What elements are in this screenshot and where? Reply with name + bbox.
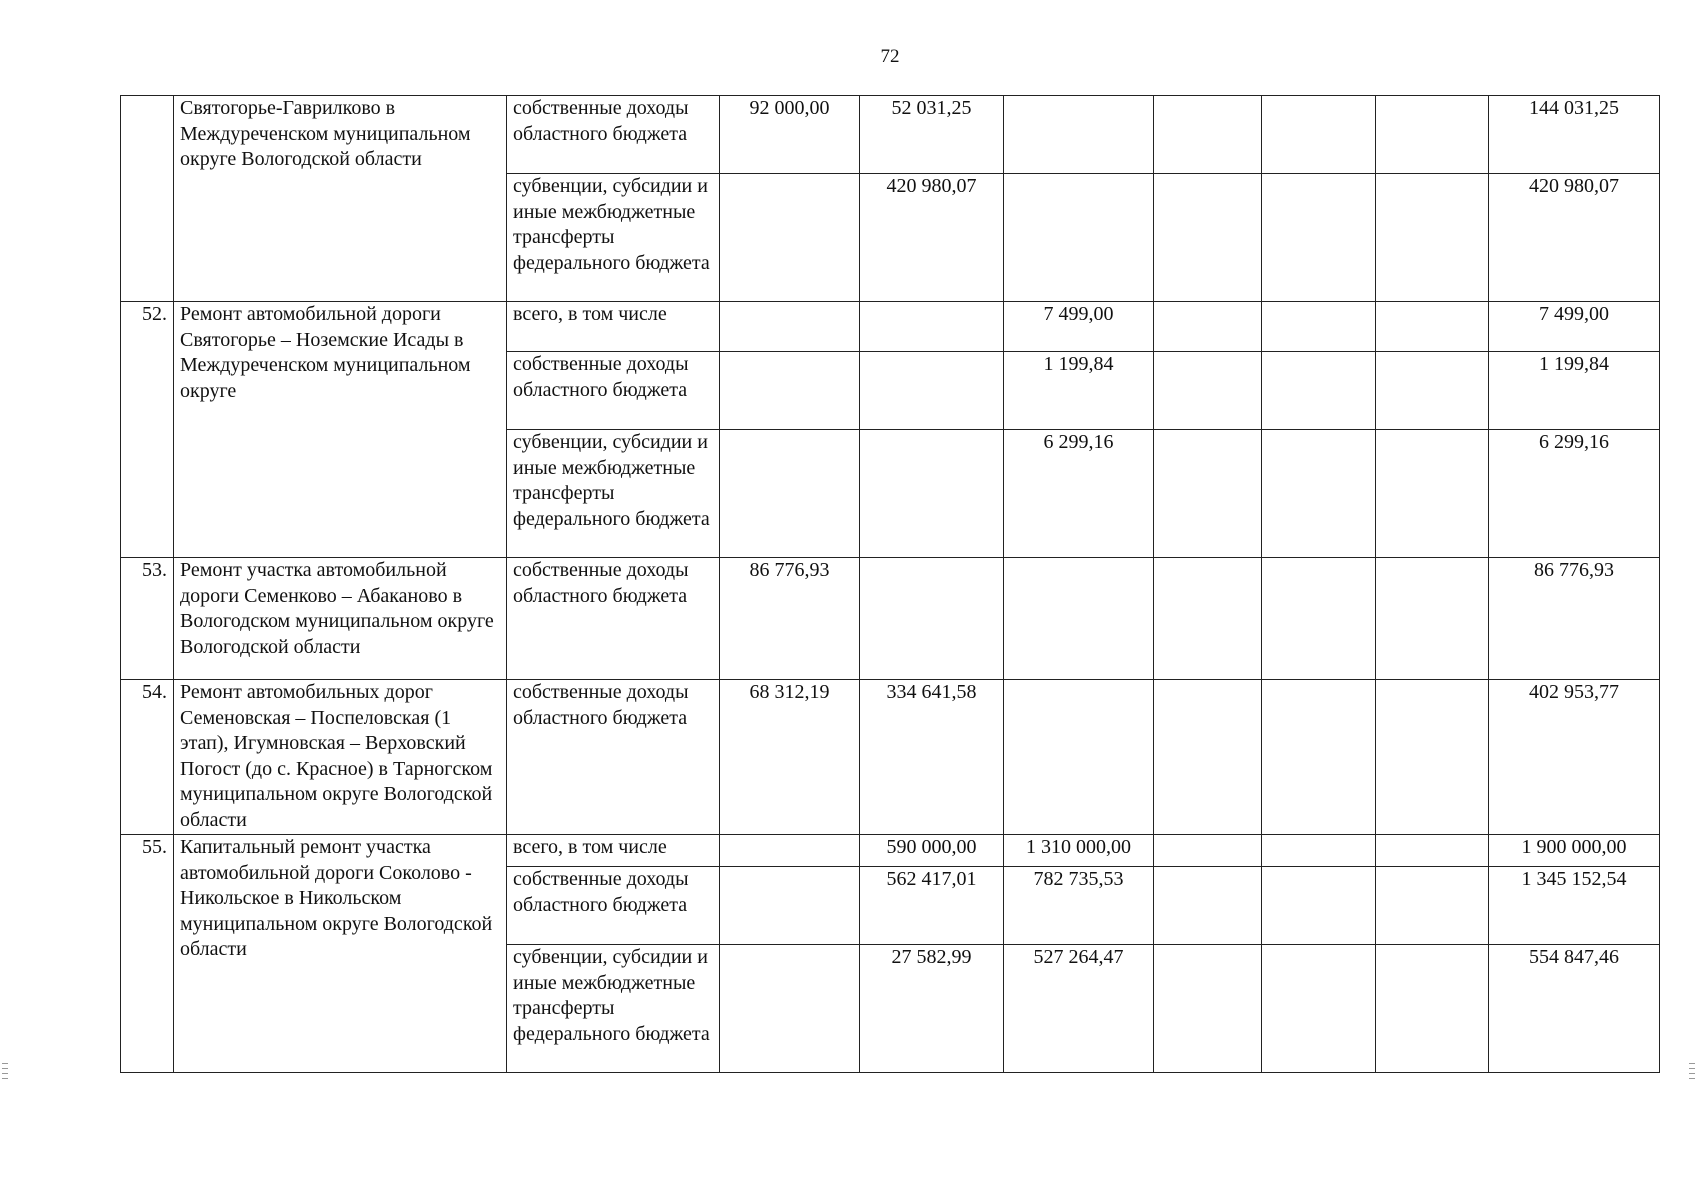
amount-cell: 334 641,58 <box>860 680 1004 835</box>
amount-cell: 6 299,16 <box>1004 430 1154 558</box>
table-row <box>121 96 1660 174</box>
object-name: Ремонт автомобильной дороги Святогорье – Ноземские Исады в Междуреченском муниципальном округе <box>174 302 507 558</box>
total-cell: 6 299,16 <box>1489 430 1660 558</box>
total-cell: 86 776,93 <box>1489 558 1660 680</box>
object-name: Святогорье-Гаврилково в Междуреченском муниципальном округе Вологодской области <box>174 96 507 302</box>
total-cell: 144 031,25 <box>1489 96 1660 174</box>
amount-cell <box>1262 302 1376 352</box>
amount-cell <box>1262 680 1376 835</box>
amount-cell <box>1004 96 1154 174</box>
total-cell: 7 499,00 <box>1489 302 1660 352</box>
amount-cell: 7 499,00 <box>1004 302 1154 352</box>
table-row <box>121 680 1660 835</box>
total-cell: 420 980,07 <box>1489 174 1660 302</box>
amount-cell <box>860 558 1004 680</box>
total-cell: 402 953,77 <box>1489 680 1660 835</box>
amount-cell <box>1376 558 1489 680</box>
amount-cell <box>1154 352 1262 430</box>
amount-cell <box>1154 680 1262 835</box>
amount-cell <box>720 835 860 867</box>
amount-cell: 92 000,00 <box>720 96 860 174</box>
amount-cell <box>1154 835 1262 867</box>
amount-cell <box>1004 558 1154 680</box>
amount-cell <box>1262 867 1376 945</box>
object-name: Ремонт участка автомобильной дороги Семенково – Абаканово в Вологодском муниципальном округе Вологодской области <box>174 558 507 680</box>
object-name: Ремонт автомобильных дорог Семеновская – Поспеловская (1 этап), Игумновская – Верховский Погост (до с. Красное) в Тарногском муниципальном округе Вологодской области <box>174 680 507 835</box>
amount-cell <box>1154 302 1262 352</box>
amount-cell: 782 735,53 <box>1004 867 1154 945</box>
amount-cell <box>720 352 860 430</box>
funding-source: всего, в том числе <box>507 835 720 867</box>
row-index: 52. <box>121 302 174 558</box>
amount-cell <box>1376 430 1489 558</box>
amount-cell <box>720 945 860 1073</box>
amount-cell <box>1376 680 1489 835</box>
amount-cell: 562 417,01 <box>860 867 1004 945</box>
funding-source: субвенции, субсидии и иные межбюджетные трансферты федерального бюджета <box>507 174 720 302</box>
amount-cell <box>860 352 1004 430</box>
amount-cell <box>1376 174 1489 302</box>
total-cell: 1 900 000,00 <box>1489 835 1660 867</box>
amount-cell <box>1154 430 1262 558</box>
amount-cell <box>1154 867 1262 945</box>
funding-source: всего, в том числе <box>507 302 720 352</box>
amount-cell: 86 776,93 <box>720 558 860 680</box>
row-index: 55. <box>121 835 174 1073</box>
amount-cell <box>1262 430 1376 558</box>
amount-cell <box>1004 174 1154 302</box>
amount-cell <box>1262 96 1376 174</box>
table-row <box>121 835 1660 867</box>
row-index: 54. <box>121 680 174 835</box>
funding-source: субвенции, субсидии и иные межбюджетные трансферты федерального бюджета <box>507 430 720 558</box>
amount-cell <box>1262 174 1376 302</box>
table-row <box>121 302 1660 352</box>
funding-source: собственные доходы областного бюджета <box>507 96 720 174</box>
amount-cell <box>1154 174 1262 302</box>
total-cell: 554 847,46 <box>1489 945 1660 1073</box>
amount-cell <box>1262 835 1376 867</box>
amount-cell <box>1376 352 1489 430</box>
total-cell: 1 345 152,54 <box>1489 867 1660 945</box>
funding-source: собственные доходы областного бюджета <box>507 352 720 430</box>
amount-cell: 27 582,99 <box>860 945 1004 1073</box>
amount-cell <box>1376 302 1489 352</box>
table-row <box>121 558 1660 680</box>
page-number: 72 <box>880 46 900 67</box>
amount-cell: 52 031,25 <box>860 96 1004 174</box>
amount-cell <box>860 430 1004 558</box>
amount-cell: 1 199,84 <box>1004 352 1154 430</box>
amount-cell <box>1154 558 1262 680</box>
amount-cell: 527 264,47 <box>1004 945 1154 1073</box>
left-edge-marks <box>2 1063 8 1083</box>
object-name: Капитальный ремонт участка автомобильной дороги Соколово - Никольское в Никольском муниципальном округе Вологодской области <box>174 835 507 1073</box>
amount-cell <box>720 430 860 558</box>
amount-cell <box>720 174 860 302</box>
amount-cell <box>1262 352 1376 430</box>
row-index: 53. <box>121 558 174 680</box>
row-index <box>121 96 174 302</box>
amount-cell <box>1262 558 1376 680</box>
funding-source: собственные доходы областного бюджета <box>507 867 720 945</box>
funding-source: собственные доходы областного бюджета <box>507 680 720 835</box>
right-edge-marks <box>1689 1063 1695 1083</box>
amount-cell <box>1154 945 1262 1073</box>
budget-table <box>120 95 1660 1073</box>
amount-cell: 68 312,19 <box>720 680 860 835</box>
funding-source: собственные доходы областного бюджета <box>507 558 720 680</box>
amount-cell: 1 310 000,00 <box>1004 835 1154 867</box>
amount-cell: 590 000,00 <box>860 835 1004 867</box>
amount-cell <box>1376 96 1489 174</box>
amount-cell <box>1376 835 1489 867</box>
amount-cell <box>1262 945 1376 1073</box>
amount-cell <box>860 302 1004 352</box>
total-cell: 1 199,84 <box>1489 352 1660 430</box>
amount-cell <box>1154 96 1262 174</box>
amount-cell <box>1376 945 1489 1073</box>
amount-cell <box>720 867 860 945</box>
amount-cell <box>1004 680 1154 835</box>
funding-source: субвенции, субсидии и иные межбюджетные трансферты федерального бюджета <box>507 945 720 1073</box>
amount-cell <box>720 302 860 352</box>
amount-cell: 420 980,07 <box>860 174 1004 302</box>
amount-cell <box>1376 867 1489 945</box>
